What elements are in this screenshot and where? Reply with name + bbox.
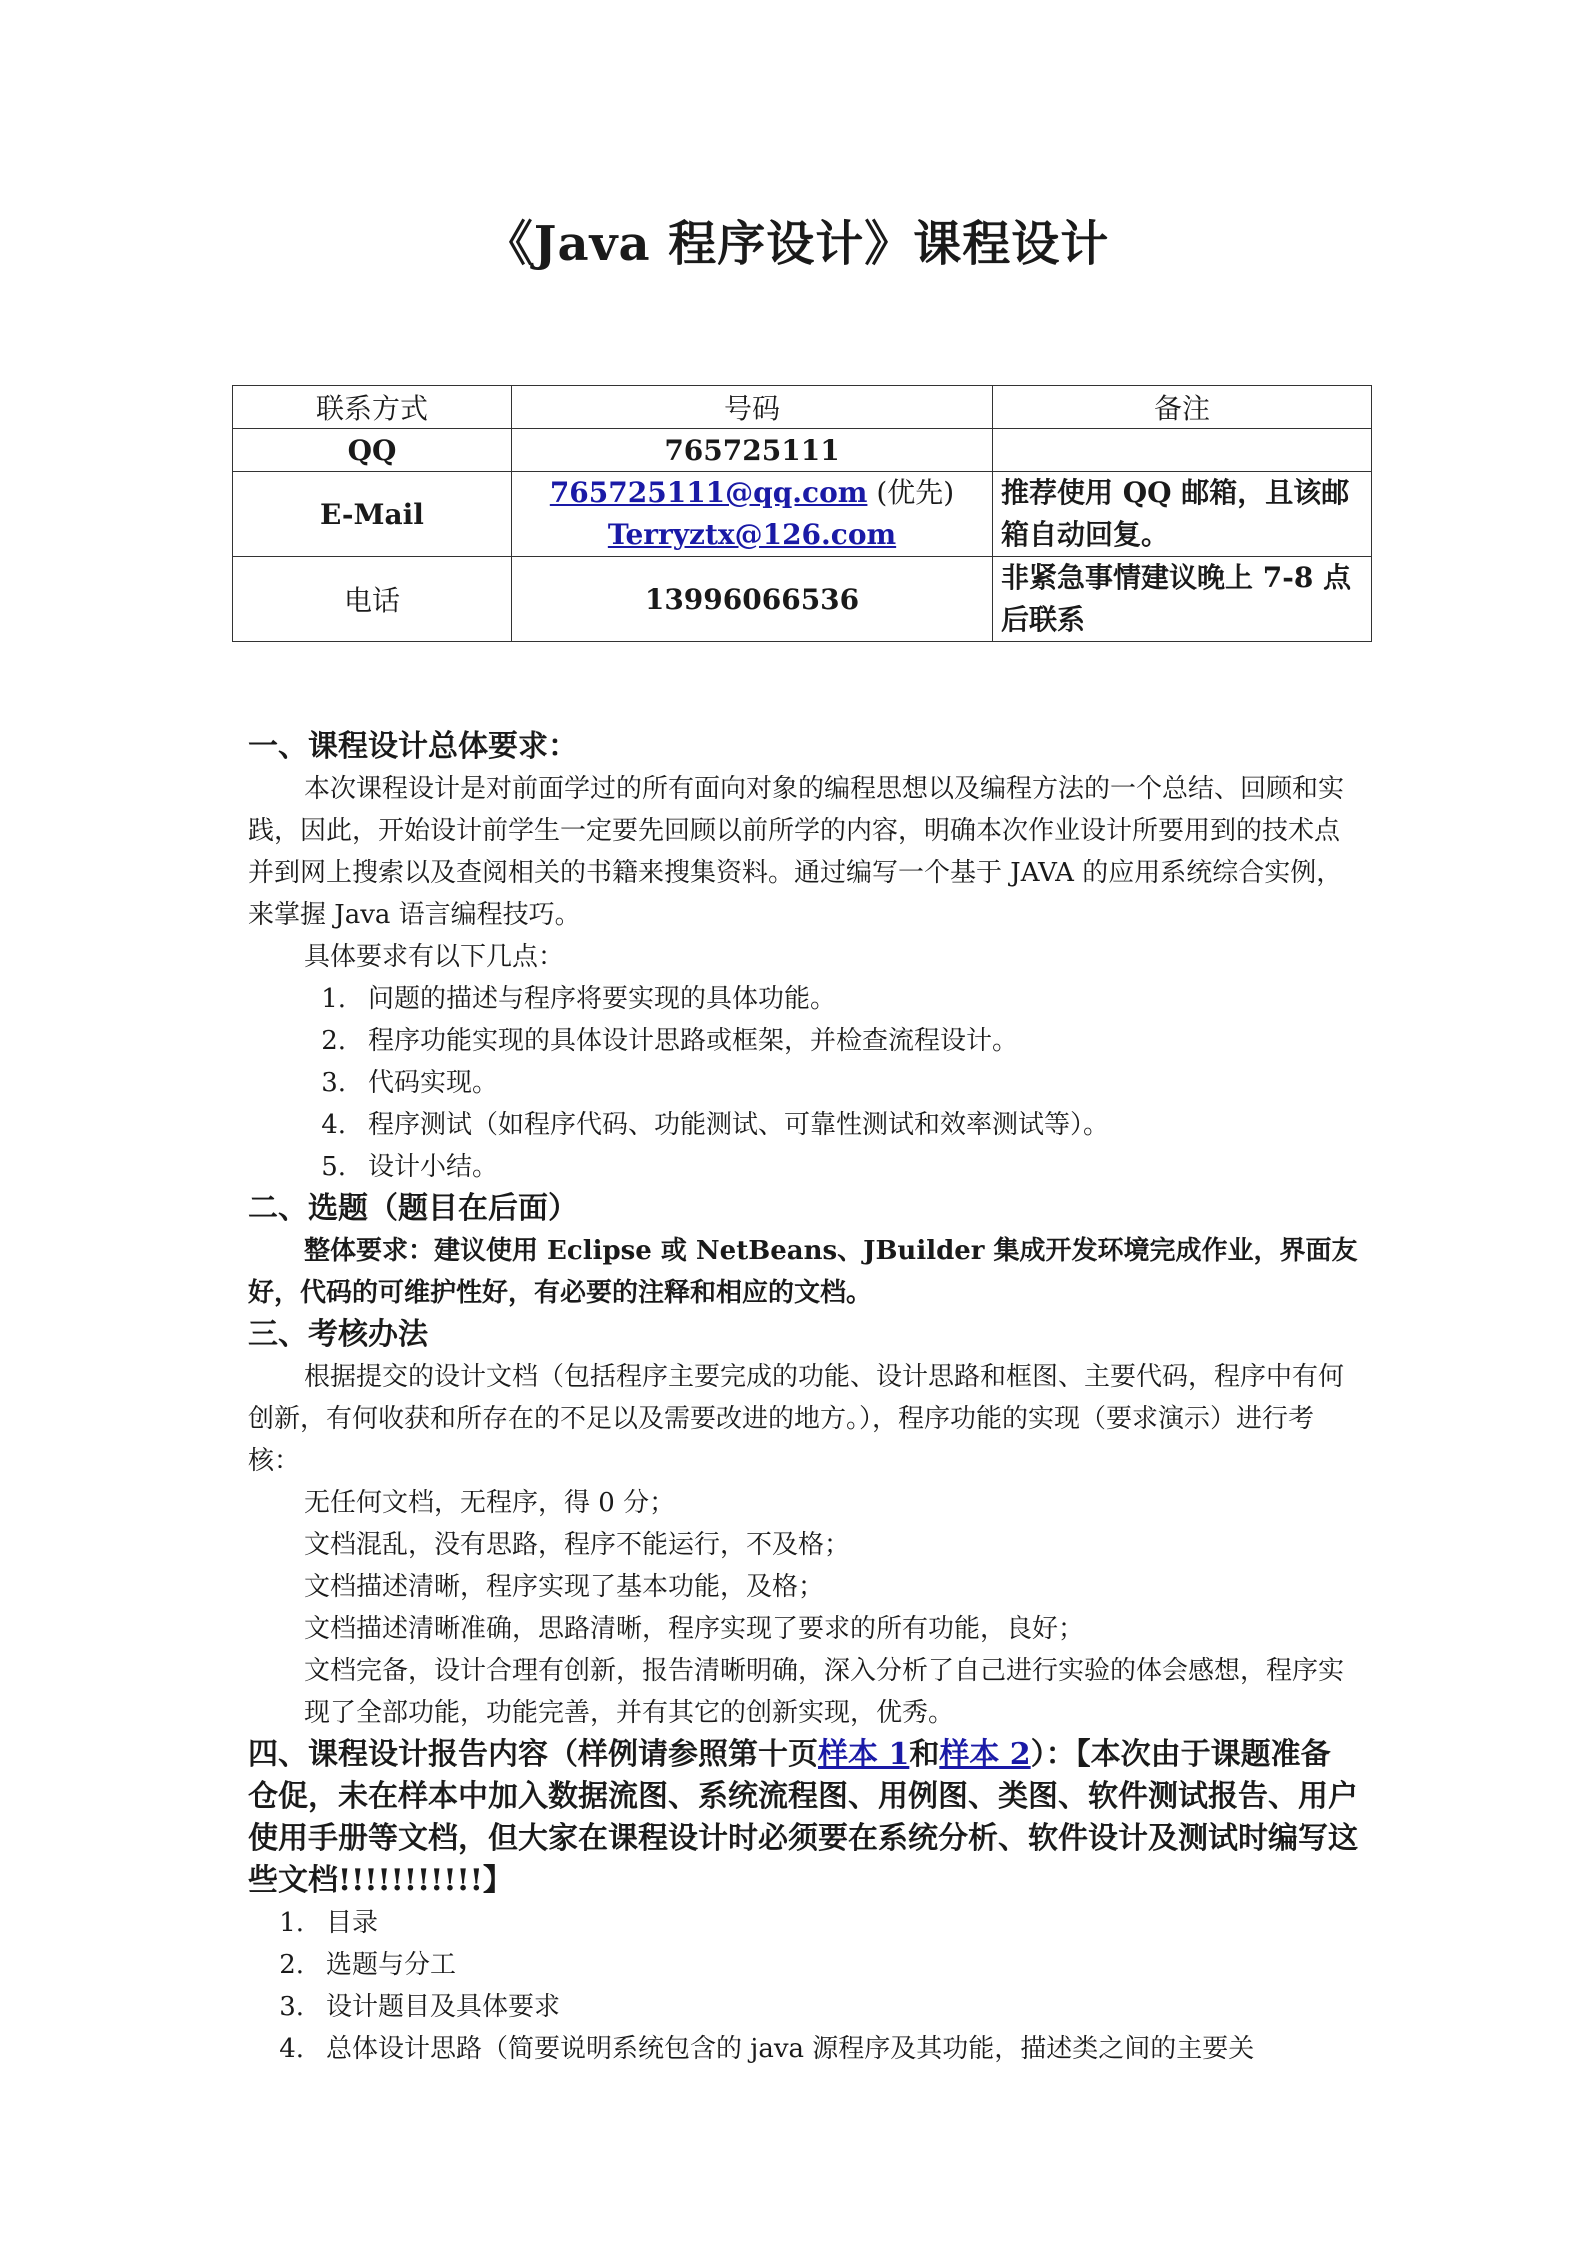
grade-line: 无任何文档，无程序，得 0 分；	[304, 1488, 676, 1518]
list-item-number: 3.	[321, 1068, 346, 1098]
table-row-email	[233, 472, 1372, 557]
cell-method-email: E-Mail	[233, 472, 512, 557]
section1-heading: 一、课程设计总体要求：	[248, 729, 578, 764]
list-item-text: 程序测试（如程序代码、功能测试、可靠性测试和效率测试等）。	[368, 1110, 1110, 1140]
list-item-number: 4.	[279, 2034, 304, 2064]
list-item	[248, 1986, 1360, 2028]
list-item-number: 1.	[279, 1908, 304, 1938]
document-title: 《Java 程序设计》课程设计	[484, 216, 1110, 272]
list-item-number: 5.	[321, 1152, 346, 1182]
list-item-number: 1.	[321, 984, 346, 1014]
list-item-text: 程序功能实现的具体设计思路或框架，并检查流程设计。	[368, 1026, 1019, 1056]
section3-paragraph: 根据提交的设计文档（包括程序主要完成的功能、设计思路和框图、主要代码，程序中有何创新，有何收获和所存在的不足以及需要改进的地方。），程序功能的实现（要求演示）进行考核：	[248, 1362, 1345, 1476]
list-item	[248, 978, 1360, 1020]
cell-note-email: 推荐使用 QQ 邮箱，且该邮箱自动回复。	[993, 472, 1372, 557]
list-item-text: 设计题目及具体要求	[326, 1992, 561, 2022]
list-item-text: 选题与分工	[326, 1950, 457, 1980]
section4-heading	[248, 1734, 1360, 1902]
header-note: 备注	[993, 386, 1372, 429]
list-item-text: 总体设计思路（简要说明系统包含的 java 源程序及其功能，描述类之间的主要关	[326, 2034, 1255, 2064]
sample2-link[interactable]: 样本 2	[939, 1737, 1031, 1772]
section3-heading: 三、考核办法	[248, 1317, 428, 1352]
grade-line: 文档完备，设计合理有创新，报告清晰明确，深入分析了自己进行实验的体会感想，程序实现了全部功能，功能完善，并有其它的创新实现，优秀。	[304, 1656, 1345, 1728]
list-item-number: 3.	[279, 1992, 304, 2022]
section1-intro: 具体要求有以下几点：	[304, 942, 565, 972]
section1-paragraph: 本次课程设计是对前面学过的所有面向对象的编程思想以及编程方法的一个总结、回顾和实践，因此，开始设计前学生一定要先回顾以前所学的内容，明确本次作业设计所要用到的技术点并到网上搜索以及查阅相关的书籍来搜集资料。通过编写一个基于 JAVA 的应用系统综合实例，来掌握 Java 语言编程技巧。	[248, 774, 1345, 930]
sample1-link[interactable]: 样本 1	[818, 1737, 910, 1772]
list-item	[248, 1062, 1360, 1104]
list-item-text: 设计小结。	[368, 1152, 499, 1182]
cell-method-phone: 电话	[233, 557, 512, 642]
cell-note-qq	[993, 429, 1372, 472]
cell-note-phone: 非紧急事情建议晚上 7-8 点后联系	[993, 557, 1372, 642]
section4-heading-suffix: ）：【本次由于课题准备仓促，未在样本中加入数据流图、系统流程图、用例图、类图、软件测试报告、用户使用手册等文档，但大家在课程设计时必须要在系统分析、软件设计及测试时编写这些文档!!!!!!!!!!!】	[248, 1737, 1358, 1898]
email-link-126[interactable]: Terryztx@126.com	[607, 518, 897, 551]
document-body	[248, 726, 1360, 2070]
list-item-text: 代码实现。	[368, 1068, 499, 1098]
list-item	[248, 1020, 1360, 1062]
table-header-row	[233, 386, 1372, 429]
requirements-list	[248, 978, 1360, 1188]
cell-number-phone: 13996066536	[512, 557, 993, 642]
table-row-phone	[233, 557, 1372, 642]
grade-line: 文档描述清晰，程序实现了基本功能，及格；	[304, 1572, 825, 1602]
section2-paragraph: 整体要求：建议使用 Eclipse 或 NetBeans、JBuilder 集成开发环境完成作业，界面友好，代码的可维护性好，有必要的注释和相应的文档。	[248, 1236, 1358, 1308]
list-item-number: 4.	[321, 1110, 346, 1140]
list-item	[248, 1902, 1360, 1944]
list-item-text: 目录	[326, 1908, 379, 1938]
email-priority-note: (优先)	[867, 476, 955, 509]
header-number: 号码	[512, 386, 993, 429]
section4-heading-and: 和	[909, 1737, 940, 1772]
table-row-qq	[233, 429, 1372, 472]
section4-heading-prefix: 四、课程设计报告内容（样例请参照第十页	[248, 1737, 818, 1772]
cell-method-qq: QQ	[233, 429, 512, 472]
grade-line: 文档描述清晰准确，思路清晰，程序实现了要求的所有功能，良好；	[304, 1614, 1085, 1644]
list-item-number: 2.	[279, 1950, 304, 1980]
list-item	[248, 2028, 1360, 2070]
header-method: 联系方式	[233, 386, 512, 429]
list-item-number: 2.	[321, 1026, 346, 1056]
email-link-qq[interactable]: 765725111@qq.com	[549, 476, 868, 509]
cell-number-qq: 765725111	[512, 429, 993, 472]
section2-heading: 二、选题（题目在后面）	[248, 1191, 578, 1226]
list-item	[248, 1146, 1360, 1188]
list-item	[248, 1944, 1360, 1986]
contact-table	[232, 385, 1372, 642]
report-contents-list	[248, 1902, 1360, 2070]
list-item	[248, 1104, 1360, 1146]
grade-line: 文档混乱，没有思路，程序不能运行，不及格；	[304, 1530, 851, 1560]
list-item-text: 问题的描述与程序将要实现的具体功能。	[368, 984, 837, 1014]
cell-number-email	[512, 472, 993, 557]
